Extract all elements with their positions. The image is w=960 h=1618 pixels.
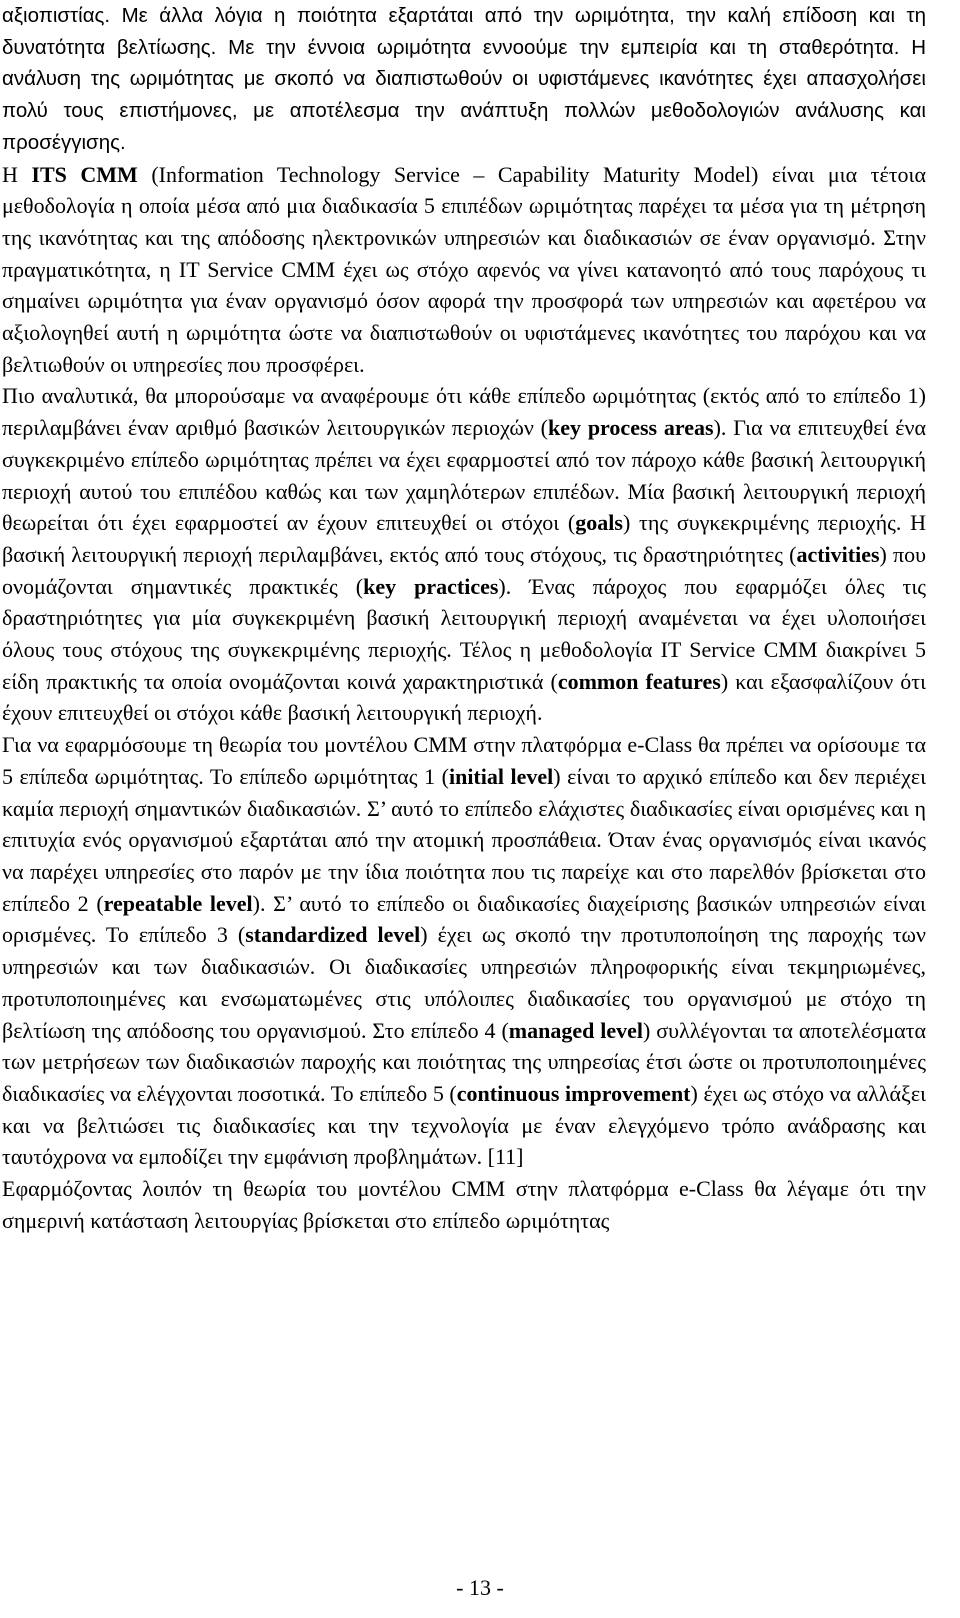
term-key-process-areas: key process areas <box>548 415 714 441</box>
term-its-cmm: ITS CMM <box>31 161 138 187</box>
paragraph-4-span-5: ). Σ’ αυτό το επίπεδο οι διαδικασίες διαχείρισης βασικών υπηρεσιών είναι ορισμένες. Το επίπεδο 3 ( <box>2 890 926 948</box>
term-activities: activities <box>796 541 880 567</box>
paragraph-3-span-9: ). Ένας πάροχος που εφαρμόζει όλες τις δραστηριότητες για μία συγκεκριμένη βασική λειτουργική περιοχή αναμένεται να έχει υλοποιήσει όλους τους στόχους της συγκεκριμένης περιοχής. Τέλος η μεθοδολογία IT Service CMM διακρίνει 5 είδη πρακτικής τα οποία ονομάζονται κοινά χαρακτηριστικά ( <box>2 573 926 694</box>
paragraph-5 <box>2 1173 926 1236</box>
paragraph-4-span-7: ) έχει ως σκοπό την προτυποποίηση της παροχής των υπηρεσιών και των διαδικασιών. Οι διαδικασίες υπηρεσιών πληροφορικής είναι τεκμηριωμένες, προτυποποιημένες και ενσωματωμένες στις υπόλοιπες διαδικασίες του οργανισμού με στόχο τη βελτίωση της απόδοσης του οργανισμού. Στο επίπεδο 4 ( <box>2 922 926 1043</box>
paragraph-1 <box>2 0 926 159</box>
paragraph-2-span-3: (Information Technology Service – Capability Maturity Model) είναι μια τέτοια μεθοδολογία η οποία μέσα από μια διαδικασία 5 επιπέδων ωριμότητας παρέχει τα μέσα για τη μέτρηση της ικανότητας και της απόδοσης ηλεκτρονικών υπηρεσιών και διαδικασιών σε έναν οργανισμό. Στην πραγματικότητα, η IT Service CMM έχει ως στόχο αφενός να γίνει κατανοητό από τους παρόχους τι σημαίνει ωριμότητα για έναν οργανισμό όσον αφορά την προσφορά των υπηρεσιών και αφετέρου να αξιολογηθεί αυτή η ωριμότητα ώστε να διαπιστωθούν οι υφιστάμενες ικανότητες του παρόχου και να βελτιωθούν οι υπηρεσίες που προσφέρει. <box>2 161 926 377</box>
paragraph-2 <box>2 159 926 381</box>
page-number: - 13 - <box>456 1575 504 1600</box>
term-continuous-improvement: continuous improvement <box>456 1080 691 1106</box>
term-key-practices: key practices <box>363 573 499 599</box>
paragraph-3-span-5: ) της συγκεκριμένης περιοχής. Η βασική λειτουργική περιοχή περιλαμβάνει, εκτός από τους στόχους, τις δραστηριότητες ( <box>2 510 926 567</box>
paragraph-3-span-11: ) και εξασφαλίζουν ότι έχουν επιτευχθεί οι στόχοι κάθε βασική λειτουργική περιοχή. <box>2 668 926 726</box>
paragraph-3 <box>2 380 926 729</box>
body-text <box>2 0 926 1236</box>
paragraph-2-span-1: Η <box>2 161 32 187</box>
term-common-features: common features <box>557 668 721 694</box>
term-repeatable-level: repeatable level <box>103 890 253 916</box>
term-managed-level: managed level <box>508 1017 644 1043</box>
paragraph-1-span-1: αξιοπιστίας. Με άλλα λόγια η ποιότητα εξαρτάται από την ωριμότητα, την καλή επίδοση και τη δυνατότητα βελτίωσης. Με την έννοια ωριμότητα εννοούμε την εμπειρία και τη σταθερότητα. Η ανάλυση της ωριμότητας με σκοπό να διαπιστωθούν οι υφιστάμενες ικανότητες έχει απασχολήσει πολύ τους επιστήμονες, με αποτέλεσμα την ανάπτυξη πολλών μεθοδολογιών ανάλυσης και προσέγγισης. <box>2 4 926 154</box>
term-standardized-level: standardized level <box>245 922 421 948</box>
paragraph-5-span-1: Εφαρμόζοντας λοιπόν τη θεωρία του μοντέλου CMM στην πλατφόρμα e-Class θα λέγαμε ότι την σημερινή κατάσταση λειτουργίας βρίσκεται στο επίπεδο ωριμότητας <box>2 1176 926 1233</box>
term-goals: goals <box>575 510 623 536</box>
term-initial-level: initial level <box>448 763 554 789</box>
paragraph-3-span-3: ). Για να επιτευχθεί ένα συγκεκριμένο επίπεδο ωριμότητας πρέπει να έχει εφαρμοστεί από τον πάροχο κάθε βασική λειτουργική περιοχή αυτού του επιπέδου καθώς και των χαμηλότερων επιπέδων. Μία βασική λειτουργική περιοχή θεωρείται ότι έχει εφαρμοστεί αν έχουν επιτευχθεί οι στόχοι ( <box>2 415 926 536</box>
paragraph-4 <box>2 729 926 1173</box>
paragraph-4-span-9: ) συλλέγονται τα αποτελέσματα των μετρήσεων των διαδικασιών παροχής και ποιότητας της υπηρεσίας έτσι ώστε οι προτυποποιημένες διαδικασίες να ελέγχονται ποσοτικά. Το επίπεδο 5 ( <box>2 1017 927 1106</box>
paragraph-4-span-1: Για να εφαρμόσουμε τη θεωρία του μοντέλου CMM στην πλατφόρμα e-Class θα πρέπει να ορίσουμε τα 5 επίπεδα ωριμότητας. Το επίπεδο ωριμότητας 1 ( <box>2 732 926 789</box>
paragraph-3-span-7: ) που ονομάζονται σημαντικές πρακτικές ( <box>2 541 927 599</box>
paragraph-4-span-3: ) είναι το αρχικό επίπεδο και δεν περιέχει καμία περιοχή σημαντικών διαδικασιών. Σ’ αυτό το επίπεδο ελάχιστες διαδικασίες είναι ορισμένες και η επιτυχία ενός οργανισμού εξαρτάται από την ατομική προσπάθεια. Όταν ένας οργανισμός είναι ικανός να παρέχει υπηρεσίες στο παρόν με την ίδια ποιότητα που τις παρείχε και στο παρελθόν βρίσκεται στο επίπεδο 2 ( <box>2 763 927 916</box>
paragraph-4-span-11: ) έχει ως στόχο να αλλάξει και να βελτιώσει τις διαδικασίες και την τεχνολογία με έναν ελεγχόμενο τρόπο ανάδρασης και ταυτόχρονα να εμποδίζει την εμφάνιση προβλημάτων. [11] <box>2 1080 926 1170</box>
paragraph-3-span-1: Πιο αναλυτικά, θα μπορούσαμε να αναφέρουμε ότι κάθε επίπεδο ωριμότητας (εκτός από το επίπεδο 1) περιλαμβάνει έναν αριθμό βασικών λειτουργικών περιοχών ( <box>2 383 926 441</box>
